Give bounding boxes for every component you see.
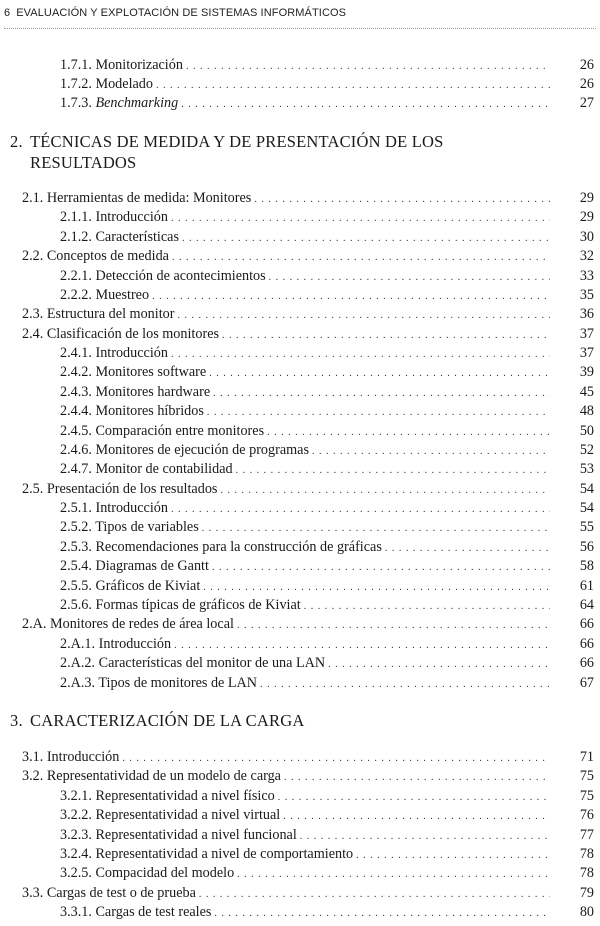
toc-entry-page: 35 (579, 286, 594, 303)
toc-entry-label: 3.3. Cargas de test o de prueba (22, 884, 196, 901)
toc-entry-label: 3.2.5. Compacidad del modelo (60, 865, 235, 882)
toc-entry (22, 614, 594, 634)
toc-entry-label: 2.4.4. Monitores híbridos (60, 403, 204, 420)
toc-entry-page: 78 (579, 865, 594, 882)
toc-entry-page: 26 (579, 57, 594, 73)
toc-entry (60, 459, 594, 479)
dot-leader (260, 675, 550, 695)
toc-entry (60, 498, 594, 518)
toc-entry (22, 324, 594, 344)
toc-entry-label: 1.7.2. Modelado (60, 76, 153, 92)
toc-entry (22, 246, 594, 266)
toc-entry (60, 362, 594, 382)
toc-entry-page: 37 (579, 345, 594, 362)
header-rule (4, 28, 596, 29)
toc-entry-page: 54 (579, 480, 594, 497)
toc-entry (22, 304, 594, 324)
toc-entry-label: 2.4. Clasificación de los monitores (22, 325, 220, 342)
toc-entry-label: 3.3.1. Cargas de test reales (60, 904, 212, 921)
page-number: 6 (4, 7, 11, 19)
toc-entry (60, 227, 594, 247)
toc-entry-label: 2.5.3. Recomendaciones para la construcción de gráficas (60, 538, 382, 555)
toc-entry-page: 29 (579, 209, 594, 226)
toc-entry (60, 343, 594, 363)
toc-entry-label: 3.2.3. Representatividad a nivel funcional (60, 826, 297, 843)
chapter-title-line2: RESULTADOS (30, 153, 137, 172)
toc-entry-page: 45 (579, 383, 594, 400)
toc-entry (60, 805, 594, 825)
toc-entry-label: 2.2.2. Muestreo (60, 286, 150, 303)
toc-entry (60, 401, 594, 421)
toc-entry-page: 48 (579, 403, 594, 420)
chapter-title: CARACTERIZACIÓN DE LA CARGA (30, 711, 305, 730)
toc-entry-page: 66 (579, 655, 594, 672)
toc-entry-page: 61 (579, 577, 594, 594)
toc-entry-page: 37 (579, 325, 594, 342)
toc-entry-label: 3.2.1. Representatividad a nivel físico (60, 787, 275, 804)
toc-entry (60, 93, 594, 113)
toc-entry (60, 285, 594, 305)
chapter-number: 2. (10, 132, 23, 151)
toc-entry-label (60, 93, 181, 113)
toc-entry-label: 2.3. Estructura del monitor (22, 306, 175, 323)
toc-entry-label: 2.5. Presentación de los resultados (22, 480, 218, 497)
toc-entry-label-prefix: 1.7.3. (60, 95, 96, 111)
toc-entry (60, 74, 594, 94)
toc-entry (60, 595, 594, 615)
toc-entry-label: 2.5.2. Tipos de variables (60, 519, 199, 536)
toc-entry-label: 2.1. Herramientas de medida: Monitores (22, 190, 252, 206)
toc-entry-page: 55 (579, 519, 594, 536)
toc-entry (60, 537, 594, 557)
toc-entry-label: 2.4.2. Monitores software (60, 364, 207, 381)
toc-entry-page: 32 (579, 248, 594, 265)
toc-entry-label-italic: Benchmarking (95, 95, 179, 111)
toc-entry-page: 79 (579, 884, 594, 901)
toc-entry (22, 747, 594, 767)
dot-leader (181, 95, 550, 115)
chapter-title-line1: TÉCNICAS DE MEDIDA Y DE PRESENTACIÓN DE LOS (30, 132, 444, 151)
chapter-3-heading (10, 710, 530, 731)
toc-entry-label: 2.5.4. Diagramas de Gantt (60, 558, 209, 575)
toc-entry-page: 30 (579, 228, 594, 245)
chapter-2-heading (10, 131, 530, 173)
toc-entry (60, 556, 594, 576)
toc-entry-page: 26 (579, 76, 594, 92)
toc-entry-label: 3.2. Representatividad de un modelo de carga (22, 768, 281, 785)
toc-entry (60, 421, 594, 441)
toc-entry (60, 440, 594, 460)
toc-entry-page: 76 (579, 807, 594, 824)
chapter-number: 3. (10, 711, 23, 730)
toc-entry-page: 50 (579, 422, 594, 439)
toc-entry-page: 66 (579, 635, 594, 652)
toc-entry-label: 2.A. Monitores de redes de área local (22, 616, 234, 633)
toc-entry (22, 766, 594, 786)
toc-entry-page: 77 (579, 826, 594, 843)
dot-leader (214, 904, 550, 924)
toc-entry (60, 576, 594, 596)
toc-entry-page: 58 (579, 558, 594, 575)
toc-entry-label: 2.2.1. Detección de acontecimientos (60, 267, 266, 284)
toc-entry-label: 2.5.1. Introducción (60, 500, 168, 517)
toc-entry-label: 2.A.2. Características del monitor de una LAN (60, 655, 326, 672)
toc-entry (60, 266, 594, 286)
toc-entry-label: 2.5.5. Gráficos de Kiviat (60, 577, 201, 594)
toc-entry (60, 786, 594, 806)
toc-entry-label: 1.7.1. Monitorización (60, 57, 183, 73)
toc-entry-label: 3.2.2. Representatividad a nivel virtual (60, 807, 281, 824)
toc-entry (22, 188, 594, 208)
toc-entry-page: 71 (579, 749, 594, 765)
toc-entry (60, 517, 594, 537)
toc-entry-label: 2.4.7. Monitor de contabilidad (60, 461, 233, 478)
toc-entry-label: 2.A.1. Introducción (60, 635, 172, 652)
toc-entry (60, 55, 594, 75)
toc-entry-page: 54 (579, 500, 594, 517)
toc-entry-label: 3.1. Introducción (22, 749, 120, 765)
running-head-title: EVALUACIÓN Y EXPLOTACIÓN DE SISTEMAS INFORMÁTICOS (16, 7, 347, 19)
toc-entry-label: 2.4.3. Monitores hardware (60, 383, 211, 400)
toc-entry-page: 39 (579, 364, 594, 381)
toc-entry-label: 2.4.6. Monitores de ejecución de programas (60, 441, 309, 458)
toc-entry-page: 75 (579, 787, 594, 804)
toc-entry-page: 53 (579, 461, 594, 478)
toc-entry (60, 863, 594, 883)
toc-entry (60, 673, 594, 693)
toc-entry-page: 66 (579, 616, 594, 633)
toc-entry (60, 634, 594, 654)
toc-entry (60, 902, 594, 922)
toc-entry-label: 2.1.2. Características (60, 228, 179, 245)
toc-entry (60, 844, 594, 864)
toc-entry-label: 2.A.3. Tipos de monitores de LAN (60, 674, 258, 691)
toc-entry (60, 382, 594, 402)
toc-entry-page: 75 (579, 768, 594, 785)
toc-entry-page: 67 (579, 674, 594, 691)
toc-entry-label: 3.2.4. Representatividad a nivel de comportamiento (60, 846, 354, 862)
toc-entry-page: 27 (579, 95, 594, 111)
toc-entry-page: 80 (579, 904, 594, 921)
running-head (4, 7, 596, 19)
toc-entry-page: 36 (579, 306, 594, 323)
toc-entry-page: 78 (579, 846, 594, 862)
toc-entry-page: 56 (579, 538, 594, 555)
toc-entry (22, 883, 594, 903)
toc-entry (22, 479, 594, 499)
toc-entry-label: 2.2. Conceptos de medida (22, 248, 169, 265)
toc-entry-page: 33 (579, 267, 594, 284)
toc-entry (60, 207, 594, 227)
toc-entry-label: 2.4.1. Introducción (60, 345, 168, 362)
toc-entry (60, 653, 594, 673)
toc-entry-label: 2.5.6. Formas típicas de gráficos de Kiviat (60, 596, 301, 613)
toc-entry-page: 52 (579, 441, 594, 458)
toc-entry-page: 64 (579, 596, 594, 613)
toc-entry-label: 2.1.1. Introducción (60, 209, 168, 226)
toc-entry-label: 2.4.5. Comparación entre monitores (60, 422, 265, 439)
toc-entry (60, 825, 594, 845)
toc-entry-page: 29 (579, 190, 594, 206)
